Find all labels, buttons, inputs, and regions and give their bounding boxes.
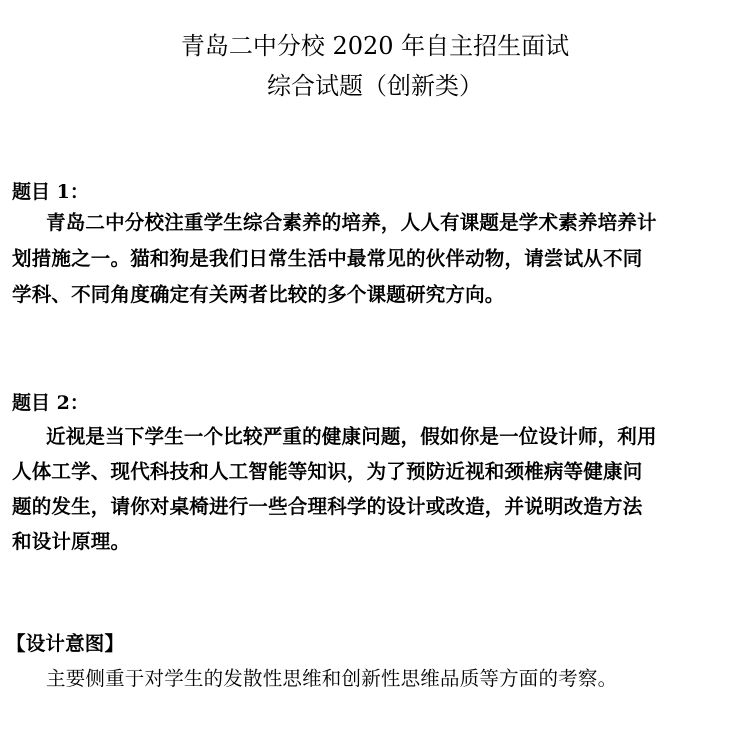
document-subtitle: 综合试题（创新类） (267, 72, 483, 100)
question-1-heading: 题目 1： (12, 181, 89, 203)
question-1-line: 学科、不同角度确定有关两者比较的多个课题研究方向。 (12, 283, 505, 306)
question-2-line: 和设计原理。 (12, 530, 131, 553)
document-title: 青岛二中分校 2020 年自主招生面试 (180, 32, 570, 60)
question-2-line: 近视是当下学生一个比较严重的健康问题，假如你是一位设计师，利用 (46, 425, 657, 448)
question-1-line: 青岛二中分校注重学生综合素养的培养，人人有课题是学术素养培养计 (46, 211, 657, 234)
question-2-line: 人体工学、现代科技和人工智能等知识，为了预防近视和颈椎病等健康问 (12, 460, 643, 483)
design-intent-heading: 【设计意图】 (6, 632, 125, 655)
question-1-line: 划措施之一。猫和狗是我们日常生活中最常见的伙伴动物，请尝试从不同 (12, 247, 643, 270)
design-intent-text: 主要侧重于对学生的发散性思维和创新性思维品质等方面的考察。 (46, 667, 618, 690)
question-2-line: 题的发生，请你对桌椅进行一些合理科学的设计或改造，并说明改造方法 (12, 495, 643, 518)
question-2-heading: 题目 2： (12, 392, 89, 414)
